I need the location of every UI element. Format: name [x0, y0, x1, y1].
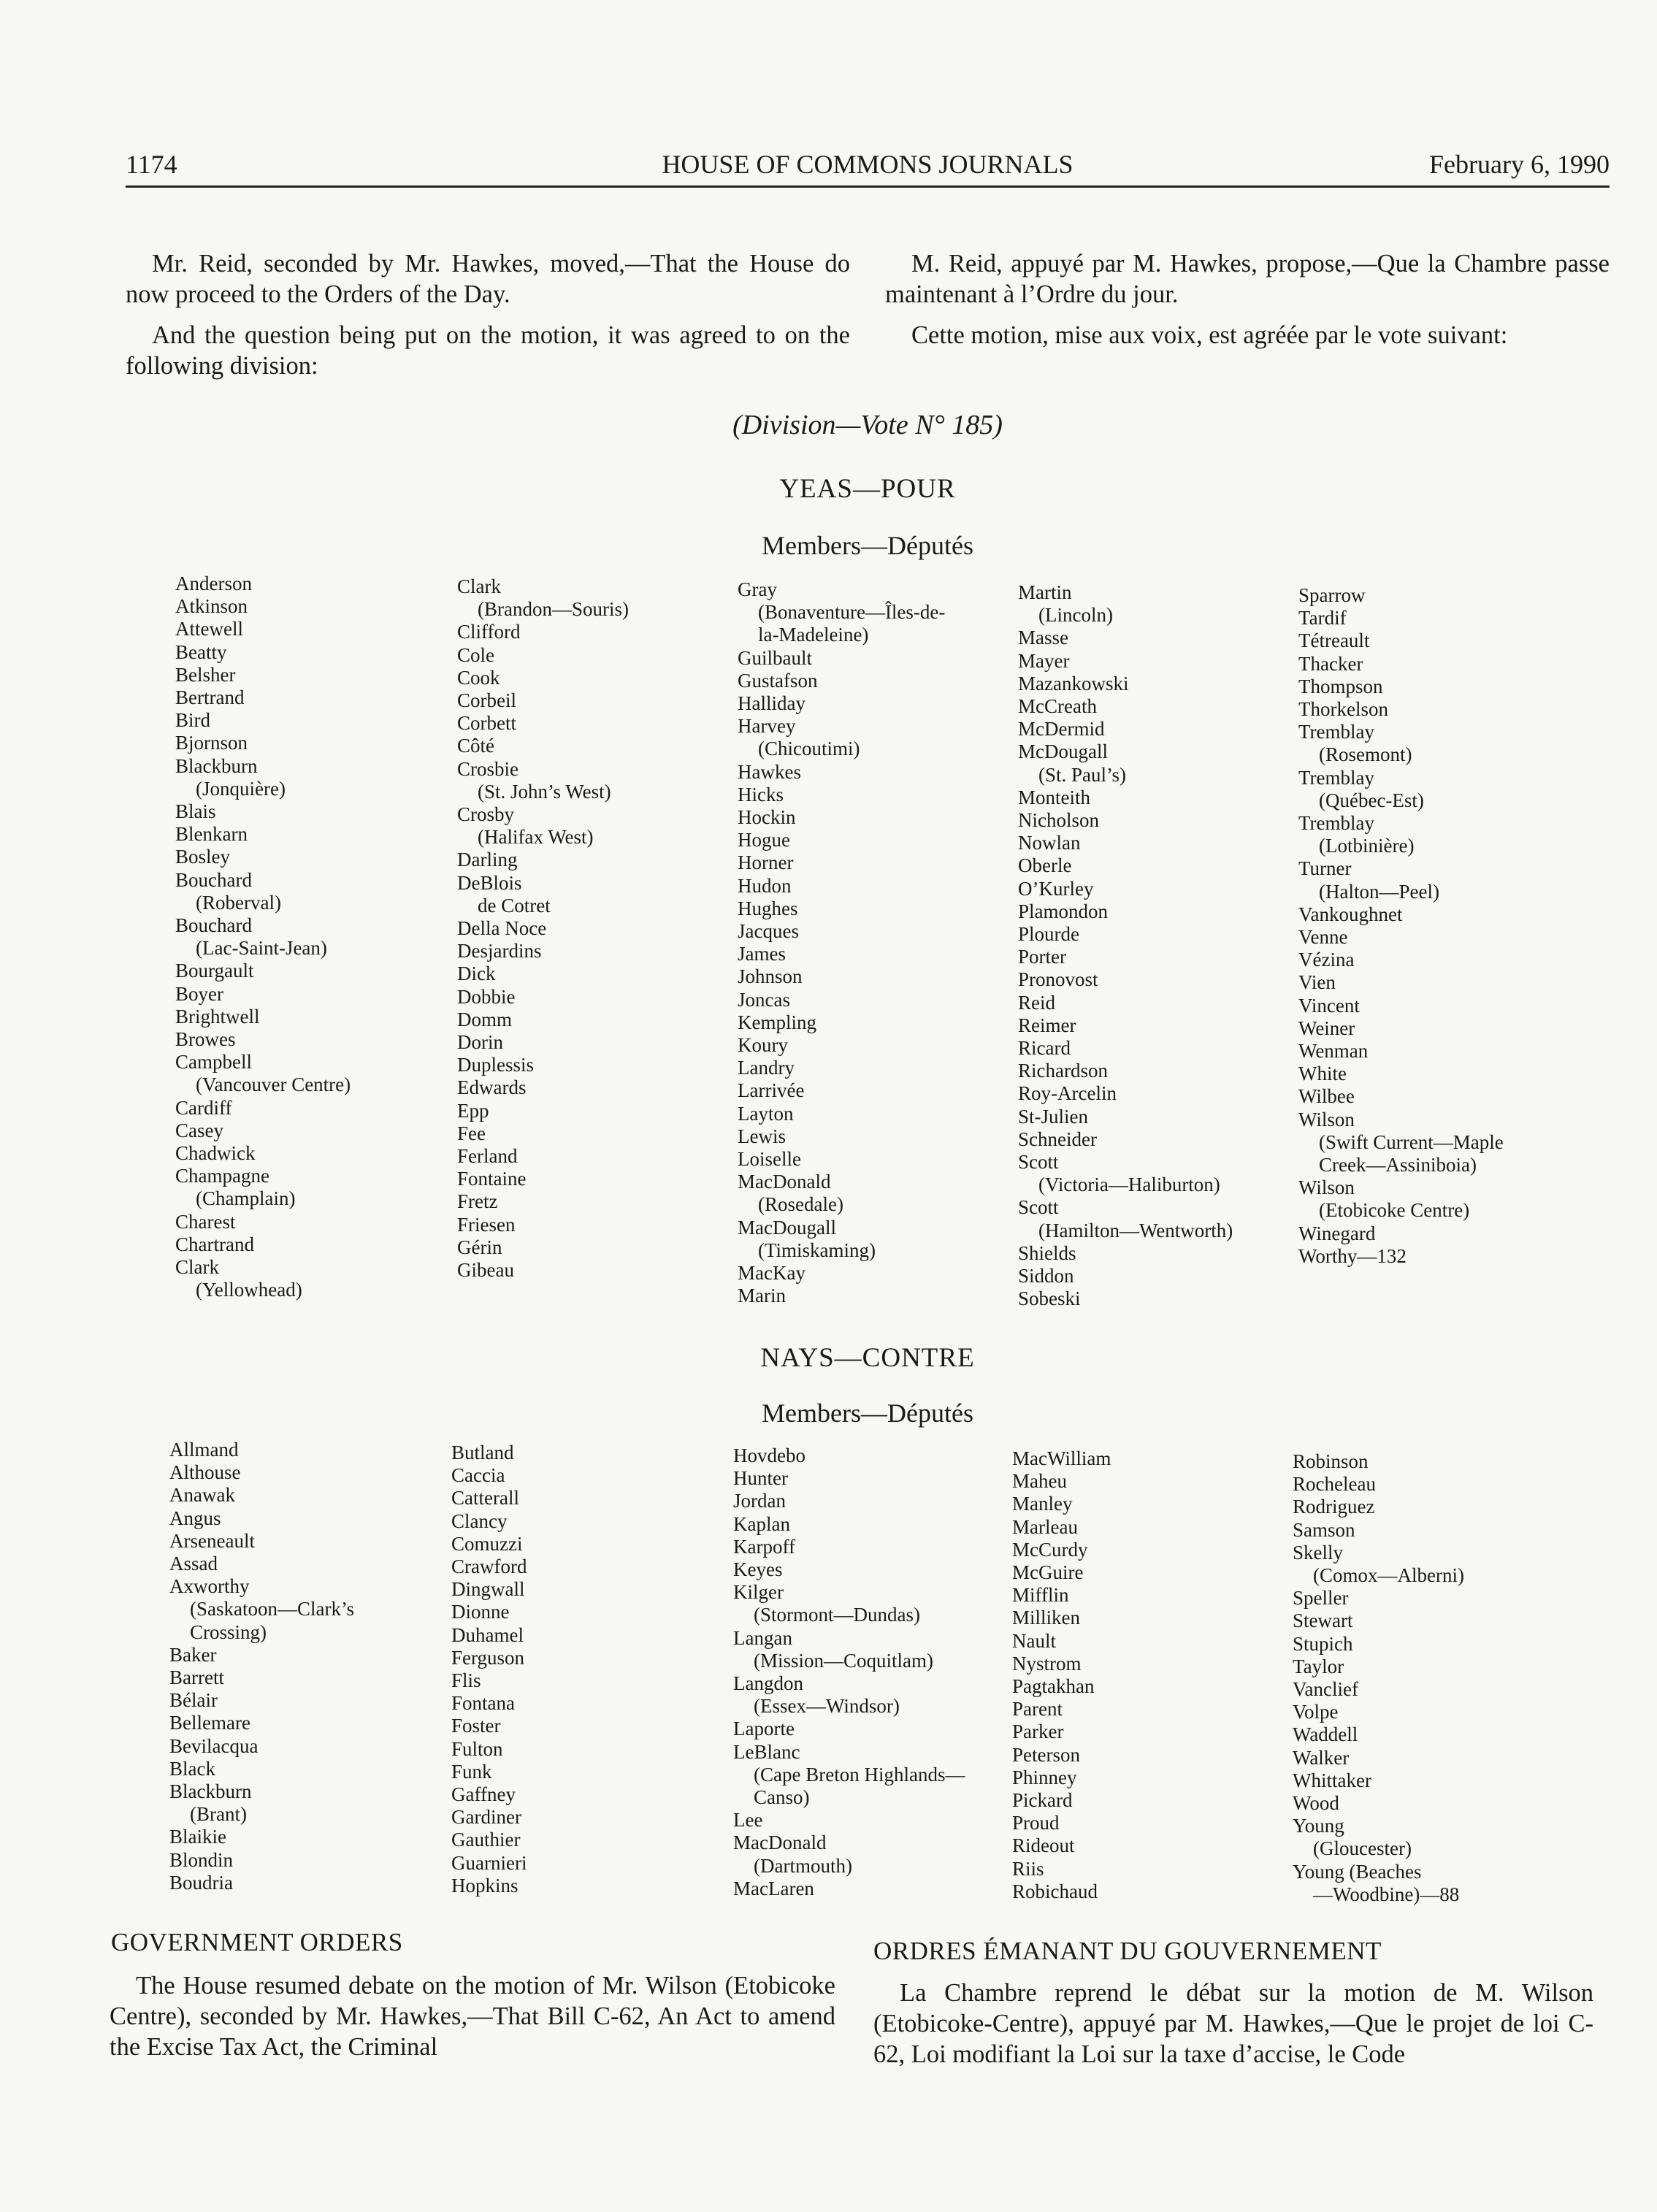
- member-name: Reimer: [1018, 1014, 1076, 1036]
- riding-name: (Yellowhead): [196, 1279, 302, 1301]
- member-name: Boudria: [169, 1871, 233, 1894]
- member-name: Hopkins: [451, 1874, 518, 1897]
- member-name: Côté: [457, 735, 494, 757]
- riding-name: (Champlain): [196, 1187, 296, 1210]
- member-name: Waddell: [1293, 1723, 1358, 1746]
- member-name: Landry: [738, 1057, 795, 1079]
- member-name: Stewart: [1293, 1610, 1353, 1632]
- member-name: Ricard: [1018, 1037, 1071, 1060]
- riding-name: (Comox—Alberni): [1313, 1564, 1464, 1587]
- riding-name: la-Madeleine): [758, 624, 869, 646]
- member-name: Clark: [457, 575, 501, 597]
- riding-name: (Swift Current—Maple: [1319, 1130, 1504, 1153]
- member-name: Martin: [1018, 581, 1072, 603]
- member-name: Friesen: [457, 1213, 516, 1236]
- member-name: Blenkarn: [175, 823, 248, 846]
- member-name: Langan: [733, 1626, 792, 1649]
- member-name: Halliday: [738, 692, 805, 715]
- member-name: Scott: [1018, 1196, 1059, 1219]
- member-name: Dionne: [451, 1601, 510, 1623]
- member-name: Blackburn: [175, 754, 258, 777]
- member-name: Tétreault: [1298, 629, 1370, 652]
- member-name: Siddon: [1018, 1265, 1074, 1287]
- member-name: O’Kurley: [1018, 877, 1094, 900]
- member-name: Comuzzi: [451, 1532, 523, 1555]
- member-name: Bélair: [169, 1689, 218, 1712]
- member-name: Fee: [457, 1122, 486, 1144]
- member-name: MacDonald: [733, 1832, 827, 1854]
- member-name: Hovdebo: [733, 1444, 805, 1466]
- member-name: Thacker: [1298, 652, 1363, 675]
- member-name: Nicholson: [1018, 809, 1099, 832]
- member-name: Laporte: [733, 1718, 795, 1740]
- member-name: Horner: [738, 851, 794, 874]
- member-name: Wenman: [1298, 1040, 1369, 1063]
- member-name: Hicks: [738, 783, 784, 805]
- riding-name: (Chicoutimi): [758, 738, 860, 760]
- member-name: Nystrom: [1012, 1652, 1082, 1675]
- member-name: White: [1298, 1063, 1347, 1085]
- member-name: Pickard: [1012, 1789, 1073, 1812]
- member-name: Wood: [1293, 1792, 1339, 1815]
- member-name: Clancy: [451, 1509, 508, 1532]
- member-name: Crosby: [457, 803, 515, 826]
- member-name: Champagne: [175, 1165, 269, 1187]
- member-name: Marleau: [1012, 1515, 1078, 1538]
- member-name: Ferguson: [451, 1646, 525, 1669]
- member-name: Sobeski: [1018, 1287, 1081, 1310]
- member-name: Chadwick: [175, 1142, 256, 1165]
- riding-name: (Hamilton—Wentworth): [1038, 1219, 1233, 1241]
- member-name: Desjardins: [457, 940, 542, 963]
- member-name: Thorkelson: [1298, 698, 1388, 721]
- member-name: Hughes: [738, 897, 798, 919]
- member-name: Althouse: [169, 1461, 241, 1484]
- riding-name: (Bonaventure—Îles-de-: [758, 601, 946, 624]
- member-name: Jacques: [738, 920, 799, 943]
- member-name: Fontaine: [457, 1168, 527, 1190]
- member-name: Hudon: [738, 874, 792, 897]
- member-name: Volpe: [1293, 1701, 1339, 1723]
- riding-name: (Roberval): [196, 891, 281, 914]
- member-name: Lewis: [738, 1125, 786, 1147]
- riding-name: (Saskatoon—Clark’s: [190, 1598, 354, 1620]
- member-name: Guilbault: [738, 646, 812, 669]
- member-name: Cardiff: [175, 1096, 232, 1119]
- riding-name: —Woodbine)—88: [1313, 1883, 1460, 1905]
- member-name: Rocheleau: [1293, 1473, 1376, 1496]
- member-name: Mayer: [1018, 649, 1070, 672]
- member-name: Larrivée: [738, 1079, 805, 1102]
- member-name: Whittaker: [1293, 1769, 1371, 1791]
- member-name: Speller: [1293, 1587, 1349, 1610]
- member-name: Fontana: [451, 1692, 515, 1715]
- member-name: Bertrand: [175, 686, 245, 709]
- government-orders-heading-en: GOVERNMENT ORDERS: [111, 1928, 403, 1956]
- member-name: Keyes: [733, 1558, 783, 1581]
- member-name: Kempling: [738, 1011, 816, 1033]
- member-name: Thompson: [1298, 675, 1383, 697]
- riding-name: (Essex—Windsor): [754, 1695, 900, 1718]
- member-name: Gauthier: [451, 1829, 521, 1851]
- member-name: Caccia: [451, 1464, 505, 1487]
- member-name: Catterall: [451, 1487, 519, 1509]
- riding-name: (Lac-Saint-Jean): [196, 937, 327, 960]
- member-name: McDermid: [1018, 718, 1105, 740]
- riding-name: (Québec-Est): [1319, 789, 1424, 811]
- member-name: Bosley: [175, 846, 231, 868]
- member-name: Bird: [175, 709, 211, 732]
- riding-name: (Lincoln): [1038, 604, 1113, 627]
- member-name: Wilson: [1298, 1108, 1355, 1130]
- member-name: Allmand: [169, 1439, 239, 1461]
- member-name: Campbell: [175, 1051, 252, 1074]
- member-name: Richardson: [1018, 1060, 1108, 1082]
- member-name: Peterson: [1012, 1743, 1080, 1766]
- member-name: Dingwall: [451, 1578, 525, 1601]
- question-text-en: And the question being put on the motion, it was agreed to on the following division:: [126, 321, 850, 380]
- member-name: Manley: [1012, 1493, 1073, 1515]
- member-name: Porter: [1018, 946, 1066, 968]
- member-name: St-Julien: [1018, 1105, 1089, 1128]
- riding-name: (Gloucester): [1313, 1837, 1412, 1860]
- member-name: Oberle: [1018, 854, 1072, 877]
- member-name: MacWilliam: [1012, 1447, 1111, 1469]
- member-name: Bjornson: [175, 732, 248, 754]
- riding-name: Creek—Assiniboia): [1319, 1154, 1477, 1176]
- member-name: Parker: [1012, 1721, 1064, 1743]
- riding-name: (Brandon—Souris): [478, 598, 629, 621]
- nays-column-1: [169, 1439, 354, 1894]
- member-name: Rodriguez: [1293, 1496, 1375, 1518]
- member-name: Taylor: [1293, 1655, 1344, 1677]
- member-name: Blais: [175, 800, 216, 823]
- riding-name: (Etobicoke Centre): [1319, 1199, 1470, 1222]
- member-name: Corbeil: [457, 689, 516, 712]
- member-name: Tremblay: [1298, 766, 1375, 789]
- member-name: Dorin: [457, 1031, 503, 1054]
- member-name: Gibeau: [457, 1259, 514, 1282]
- member-name: Karpoff: [733, 1535, 795, 1558]
- member-name: Skelly: [1293, 1541, 1344, 1564]
- page-date: February 6, 1990: [1429, 150, 1610, 179]
- member-name: Mazankowski: [1018, 672, 1129, 694]
- member-name: Corbett: [457, 712, 516, 735]
- member-name: Gérin: [457, 1236, 502, 1258]
- member-name: Crosbie: [457, 757, 518, 780]
- riding-name: (Lotbinière): [1319, 835, 1415, 857]
- member-name: Mifflin: [1012, 1584, 1069, 1607]
- member-name: Plamondon: [1018, 900, 1109, 922]
- member-name: Venne: [1298, 926, 1348, 949]
- member-name: MacDonald: [738, 1171, 831, 1193]
- member-name: Riis: [1012, 1857, 1044, 1880]
- member-name: Robinson: [1293, 1450, 1369, 1472]
- member-name: Anawak: [169, 1484, 235, 1507]
- member-name: Pronovost: [1018, 968, 1098, 991]
- member-name: Wilbee: [1298, 1085, 1355, 1108]
- member-name: Blaikie: [169, 1826, 226, 1848]
- member-name: Fulton: [451, 1737, 503, 1760]
- member-name: Casey: [175, 1119, 223, 1141]
- nays-column-3: [733, 1444, 965, 1900]
- riding-name: (Stormont—Dundas): [754, 1604, 920, 1626]
- member-name: Boyer: [175, 982, 223, 1005]
- member-name: MacKay: [738, 1262, 805, 1285]
- member-name: Kaplan: [733, 1512, 790, 1535]
- yeas-column-5: [1298, 584, 1504, 1268]
- member-name: Shields: [1018, 1241, 1076, 1264]
- riding-name: (Timiskaming): [758, 1239, 876, 1261]
- member-name: Duplessis: [457, 1054, 535, 1076]
- member-name: Guarnieri: [451, 1851, 527, 1874]
- member-name: Vankoughnet: [1298, 903, 1403, 925]
- riding-name: Canso): [754, 1786, 810, 1809]
- member-name: Marin: [738, 1285, 786, 1307]
- member-name: McCurdy: [1012, 1538, 1088, 1561]
- member-name: Gray: [738, 578, 777, 600]
- motion-text-en: Mr. Reid, seconded by Mr. Hawkes, moved,—That the House do now proceed to the Orders of the Day.: [126, 250, 850, 308]
- government-orders-text-en: The House resumed debate on the motion of Mr. Wilson (Etobicoke Centre), seconded by Mr. Hawkes,—That Bill C-62, An Act to amend the Excise Tax Act, the Criminal: [110, 1972, 835, 2061]
- member-name: Flis: [451, 1669, 481, 1692]
- member-name: Barrett: [169, 1666, 224, 1689]
- member-name: McDougall: [1018, 740, 1108, 763]
- member-name: Harvey: [738, 715, 796, 738]
- riding-name: (Mission—Coquitlam): [754, 1649, 934, 1672]
- member-name: Young: [1293, 1815, 1344, 1837]
- member-name: Proud: [1012, 1812, 1060, 1834]
- member-name: Belsher: [175, 663, 236, 686]
- member-name: Weiner: [1298, 1017, 1355, 1039]
- member-name: Worthy—132: [1298, 1244, 1407, 1267]
- member-name: Hockin: [738, 806, 796, 829]
- member-name: Angus: [169, 1507, 221, 1529]
- member-name: Robichaud: [1012, 1880, 1098, 1902]
- member-name: Della Noce: [457, 917, 547, 940]
- member-name: Masse: [1018, 627, 1068, 649]
- yeas-members-label: Members—Députés: [762, 531, 973, 560]
- member-name: Roy-Arcelin: [1018, 1082, 1117, 1105]
- member-name: Butland: [451, 1442, 514, 1463]
- member-name: Crawford: [451, 1555, 527, 1578]
- member-name: Clifford: [457, 621, 521, 643]
- member-name: Nowlan: [1018, 832, 1081, 854]
- member-name: Arseneault: [169, 1529, 255, 1552]
- member-name: Dick: [457, 963, 496, 985]
- member-name: Atkinson: [175, 595, 248, 618]
- member-name: Reid: [1018, 991, 1055, 1014]
- yeas-title: YEAS—POUR: [779, 474, 956, 504]
- riding-name: (Rosemont): [1319, 743, 1412, 766]
- member-name: Koury: [738, 1034, 788, 1057]
- member-name: Scott: [1018, 1151, 1059, 1174]
- yeas-column-3: [738, 578, 945, 1308]
- riding-name: (Jonquière): [196, 777, 286, 800]
- member-name: Chartrand: [175, 1233, 254, 1255]
- member-name: Plourde: [1018, 923, 1079, 946]
- member-name: Baker: [169, 1643, 217, 1666]
- riding-name: (Halifax West): [478, 826, 594, 849]
- question-text-fr: Cette motion, mise aux voix, est agréée par le vote suivant:: [911, 321, 1508, 349]
- yeas-column-2: [457, 575, 629, 1282]
- member-name: Johnson: [738, 965, 803, 988]
- member-name: Parent: [1012, 1698, 1063, 1721]
- motion-text-fr: M. Reid, appuyé par M. Hawkes, propose,—Que la Chambre passe maintenant à l’Ordre du jour.: [885, 250, 1610, 308]
- member-name: Assad: [169, 1553, 218, 1575]
- nays-title: NAYS—CONTRE: [760, 1343, 975, 1373]
- member-name: Hawkes: [738, 760, 801, 783]
- member-name: Edwards: [457, 1076, 527, 1099]
- member-name: Blackburn: [169, 1780, 252, 1803]
- page-header: [126, 146, 1610, 188]
- member-name: Cole: [457, 643, 494, 666]
- yeas-column-1: [175, 573, 351, 1302]
- member-name: Hogue: [738, 829, 790, 851]
- member-name: Kilger: [733, 1581, 784, 1604]
- member-name: Jordan: [733, 1490, 786, 1512]
- member-name: Gustafson: [738, 669, 818, 692]
- member-name: Hunter: [733, 1467, 788, 1490]
- member-name: Clark: [175, 1256, 219, 1279]
- riding-name: (St. John’s West): [478, 780, 611, 803]
- member-name: Tremblay: [1298, 812, 1375, 835]
- journal-title: HOUSE OF COMMONS JOURNALS: [662, 150, 1074, 179]
- member-name: Darling: [457, 849, 518, 871]
- member-name: DeBlois: [457, 871, 522, 894]
- riding-name: Crossing): [190, 1620, 267, 1643]
- member-name: James: [738, 943, 786, 965]
- division-title: (Division—Vote N° 185): [732, 410, 1003, 440]
- member-name: Beatty: [175, 640, 227, 663]
- member-name: Cook: [457, 666, 500, 689]
- member-name: Wilson: [1298, 1176, 1355, 1199]
- riding-name: (Victoria—Haliburton): [1038, 1174, 1220, 1196]
- riding-name: (Dartmouth): [754, 1854, 852, 1877]
- member-name: Domm: [457, 1008, 513, 1030]
- riding-name: (Rosedale): [758, 1193, 843, 1216]
- member-name: Stupich: [1293, 1632, 1353, 1655]
- member-name: Loiselle: [738, 1148, 801, 1171]
- yeas-column-4: [1018, 581, 1233, 1311]
- member-name: Vézina: [1298, 949, 1355, 971]
- member-name: McGuire: [1012, 1561, 1084, 1584]
- member-name: MacLaren: [733, 1877, 814, 1899]
- member-name: Lee: [733, 1809, 763, 1832]
- member-name: Blondin: [169, 1848, 234, 1871]
- member-name: Epp: [457, 1099, 489, 1122]
- member-name: Turner: [1298, 857, 1352, 880]
- nays-column-5: [1293, 1450, 1464, 1906]
- member-name: Duhamel: [451, 1623, 524, 1646]
- member-name: Vincent: [1298, 994, 1360, 1017]
- nays-column-4: [1012, 1447, 1111, 1903]
- member-name: Fretz: [457, 1190, 498, 1213]
- government-orders-text-fr: La Chambre reprend le débat sur la motion de M. Wilson (Etobicoke-Centre), appuyé par M. Hawkes,—Que le projet de loi C-62, Loi modifiant la Loi sur la taxe d’accise, le Code: [873, 1979, 1593, 2068]
- member-name: Nault: [1012, 1629, 1056, 1652]
- member-name: Bevilacqua: [169, 1734, 259, 1757]
- member-name: Vien: [1298, 971, 1336, 994]
- riding-name: (Halton—Peel): [1319, 880, 1439, 903]
- member-name: Bouchard: [175, 914, 252, 937]
- riding-name: (St. Paul’s): [1038, 763, 1127, 786]
- member-name: Joncas: [738, 988, 790, 1011]
- member-name: Vanclief: [1293, 1678, 1358, 1701]
- member-name: Young (Beaches: [1293, 1860, 1422, 1883]
- member-name: Bellemare: [169, 1712, 250, 1734]
- member-name: Black: [169, 1757, 215, 1780]
- member-name: Langdon: [733, 1672, 803, 1695]
- member-name: Milliken: [1012, 1607, 1080, 1629]
- member-name: Samson: [1293, 1518, 1355, 1541]
- riding-name: (Vancouver Centre): [196, 1074, 351, 1096]
- member-name: Walker: [1293, 1746, 1350, 1769]
- member-name: Layton: [738, 1102, 794, 1125]
- member-name: Browes: [175, 1028, 236, 1051]
- member-name: Brightwell: [175, 1005, 260, 1027]
- member-name: Bourgault: [175, 960, 254, 982]
- member-name: Rideout: [1012, 1834, 1075, 1857]
- page-number: 1174: [126, 150, 177, 179]
- member-name: LeBlanc: [733, 1740, 800, 1763]
- member-name: Winegard: [1298, 1222, 1376, 1244]
- member-name: Pagtakhan: [1012, 1675, 1095, 1698]
- member-name: Ferland: [457, 1145, 518, 1168]
- member-name: Maheu: [1012, 1470, 1067, 1493]
- riding-name: (Brant): [190, 1803, 247, 1826]
- member-name: Funk: [451, 1760, 492, 1783]
- member-name: Gaffney: [451, 1783, 516, 1806]
- member-name: Axworthy: [169, 1575, 250, 1598]
- nays-column-2: [451, 1442, 527, 1897]
- member-name: MacDougall: [738, 1216, 836, 1239]
- member-name: Bouchard: [175, 868, 252, 891]
- member-name: Monteith: [1018, 786, 1090, 808]
- member-name: Dobbie: [457, 985, 516, 1008]
- member-name: McCreath: [1018, 695, 1097, 718]
- member-name: Anderson: [175, 573, 252, 594]
- member-name: Attewell: [175, 618, 243, 640]
- nays-members-label: Members—Députés: [762, 1398, 973, 1428]
- riding-name: de Cotret: [478, 894, 551, 916]
- member-name: Schneider: [1018, 1128, 1097, 1150]
- member-name: Charest: [175, 1210, 236, 1233]
- member-name: Gardiner: [451, 1806, 521, 1829]
- government-orders-heading-fr: ORDRES ÉMANANT DU GOUVERNEMENT: [873, 1937, 1382, 1965]
- riding-name: (Cape Breton Highlands—: [754, 1763, 965, 1786]
- member-name: Foster: [451, 1715, 501, 1737]
- member-name: Sparrow: [1298, 584, 1366, 606]
- member-name: Tardif: [1298, 607, 1347, 629]
- member-name: Tremblay: [1298, 721, 1375, 743]
- member-name: Phinney: [1012, 1766, 1077, 1788]
